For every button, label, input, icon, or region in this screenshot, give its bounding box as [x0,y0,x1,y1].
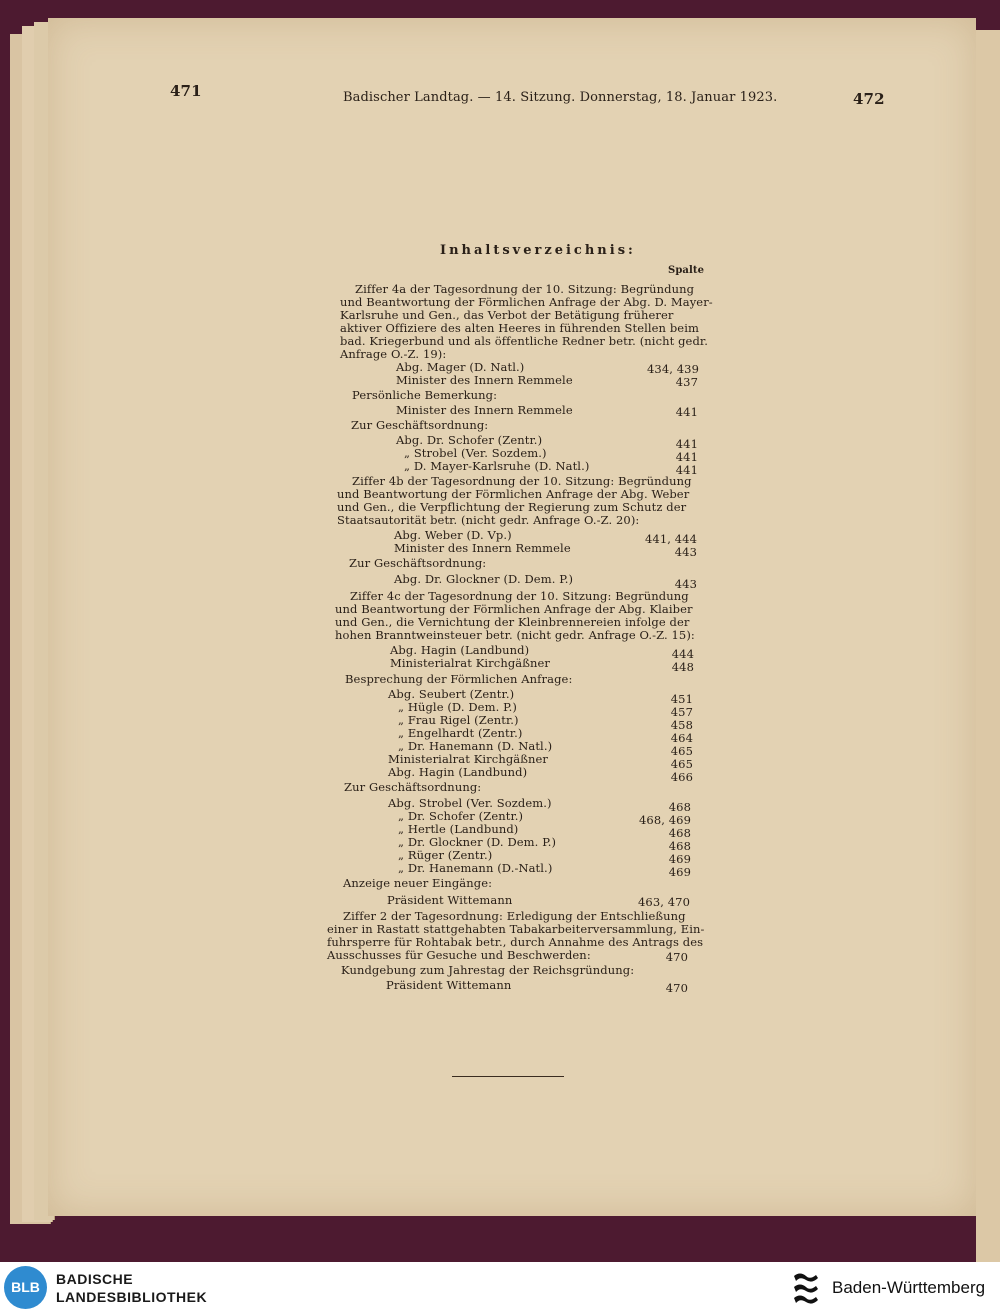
toc-line: „ Hügle (D. Dem. P.) [398,700,517,714]
column-number: 470 [665,950,688,964]
toc-line: aktiver Offiziere des alten Heeres in führenden Stellen beim [340,321,699,335]
column-number: 469 [668,865,691,879]
column-number: 441 [675,463,698,477]
column-number: 457 [670,705,693,719]
right-page-edge [976,30,1000,1262]
toc-line: Abg. Weber (D. Vp.) [394,528,512,542]
toc-line: Ziffer 4a der Tagesordnung der 10. Sitzung: Begründung [355,282,695,296]
toc-line: „ Strobel (Ver. Sozdem.) [404,446,547,460]
toc-line: fuhrsperre für Rohtabak betr., durch Annahme des Antrags des [327,935,704,949]
toc-line: Minister des Innern Remmele [396,373,573,387]
column-number: 443 [674,545,697,559]
toc-line: Abg. Hagin (Landbund) [388,765,528,779]
toc-line: „ Rüger (Zentr.) [398,848,493,862]
running-title: Badischer Landtag. — 14. Sitzung. Donnerstag, 18. Januar 1923. [343,90,778,105]
toc-line: Persönliche Bemerkung: [352,388,498,402]
column-number: 444 [671,647,694,661]
toc-line: „ Dr. Hanemann (D. Natl.) [398,739,553,753]
column-number: 468 [668,826,691,840]
toc-line: und Gen., die Vernichtung der Kleinbrennereien infolge der [335,615,690,629]
column-number: 465 [670,744,693,758]
column-number: 441 [675,437,698,451]
toc-line: Ministerialrat Kirchgäßner [388,752,549,766]
toc-line: Kundgebung zum Jahrestag der Reichsgründung: [341,963,635,977]
end-rule [452,1076,564,1077]
toc-line: einer in Rastatt stattgehabten Tabakarbeiterversammlung, Ein- [327,922,705,936]
column-number: 458 [670,718,693,732]
column-number: 451 [670,692,693,706]
column-number: 441 [675,405,698,419]
toc-line: hohen Branntweinsteuer betr. (nicht gedr. Anfrage O.-Z. 15): [335,628,695,642]
column-number: 468, 469 [638,813,691,827]
column-number: 470 [665,981,688,995]
footer-bar [0,1262,1000,1313]
toc-line: Ausschusses für Gesuche und Beschwerden: [327,948,591,962]
toc-line: Abg. Dr. Schofer (Zentr.) [396,433,543,447]
toc-line: Minister des Innern Remmele [394,541,571,555]
toc-line: Zur Geschäftsordnung: [351,418,489,432]
column-number: 464 [670,731,693,745]
page-number-right: 472 [853,90,885,108]
toc-line: Präsident Wittemann [387,893,513,907]
toc-line: und Beantwortung der Förmlichen Anfrage der Abg. Klaiber [335,602,693,616]
column-number: 441 [675,450,698,464]
toc-line: und Beantwortung der Förmlichen Anfrage der Abg. Weber [337,487,690,501]
blb-logo-icon[interactable]: BLB [4,1266,47,1309]
toc-line: Ziffer 4c der Tagesordnung der 10. Sitzung: Begründung [350,589,689,603]
column-number: 469 [668,852,691,866]
toc-line: und Gen., die Verpflichtung der Regierung zum Schutz der [337,500,687,514]
column-number: 468 [668,800,691,814]
toc-line: Ziffer 2 der Tagesordnung: Erledigung der Entschließung [343,909,686,923]
toc-line: „ Frau Rigel (Zentr.) [398,713,519,727]
column-number: 463, 470 [637,895,690,909]
toc-line: „ D. Mayer-Karlsruhe (D. Natl.) [404,459,590,473]
column-number: 443 [674,577,697,591]
column-label: Spalte [668,265,705,276]
toc-line: „ Dr. Hanemann (D.-Natl.) [398,861,553,875]
toc-line: Anzeige neuer Eingänge: [343,876,493,890]
toc-line: Anfrage O.-Z. 19): [340,347,447,361]
toc-line: Ziffer 4b der Tagesordnung der 10. Sitzung: Begründung [352,474,692,488]
toc-line: Staatsautorität betr. (nicht gedr. Anfrage O.-Z. 20): [337,513,640,527]
toc-line: Minister des Innern Remmele [396,403,573,417]
toc-line: Ministerialrat Kirchgäßner [390,656,551,670]
baden-wuerttemberg-label[interactable]: Baden-Württemberg [832,1278,986,1297]
toc-line: Abg. Mager (D. Natl.) [396,360,525,374]
toc-line: Abg. Seubert (Zentr.) [388,687,515,701]
baden-wuerttemberg-lions-icon [790,1270,824,1306]
blb-name-line2[interactable]: LANDESBIBLIOTHEK [56,1289,208,1305]
column-number: 468 [668,839,691,853]
column-number: 466 [670,770,693,784]
toc-line: Zur Geschäftsordnung: [349,556,487,570]
column-number: 465 [670,757,693,771]
page-number-left: 471 [170,82,202,100]
toc-line: Abg. Dr. Glockner (D. Dem. P.) [394,572,574,586]
column-number: 434, 439 [646,362,699,376]
toc-line: Zur Geschäftsordnung: [344,780,482,794]
toc-title: Inhaltsverzeichnis: [440,243,636,258]
toc-line: bad. Kriegerbund und als öffentliche Redner betr. (nicht gedr. [340,334,709,348]
toc-line: „ Dr. Glockner (D. Dem. P.) [398,835,557,849]
column-number: 441, 444 [644,532,697,546]
column-number: 437 [675,375,698,389]
blb-name-line1[interactable]: BADISCHE [56,1271,134,1287]
toc-line: und Beantwortung der Förmlichen Anfrage der Abg. D. Mayer- [340,295,713,309]
toc-line: Abg. Hagin (Landbund) [390,643,530,657]
toc-line: „ Dr. Schofer (Zentr.) [398,809,524,823]
toc-line: Besprechung der Förmlichen Anfrage: [345,672,573,686]
toc-line: Abg. Strobel (Ver. Sozdem.) [388,796,552,810]
toc-line: Präsident Wittemann [386,978,512,992]
toc-line: „ Hertle (Landbund) [398,822,519,836]
toc-line: „ Engelhardt (Zentr.) [398,726,523,740]
toc-line: Karlsruhe und Gen., das Verbot der Betätigung früherer [340,308,674,322]
column-number: 448 [671,660,694,674]
